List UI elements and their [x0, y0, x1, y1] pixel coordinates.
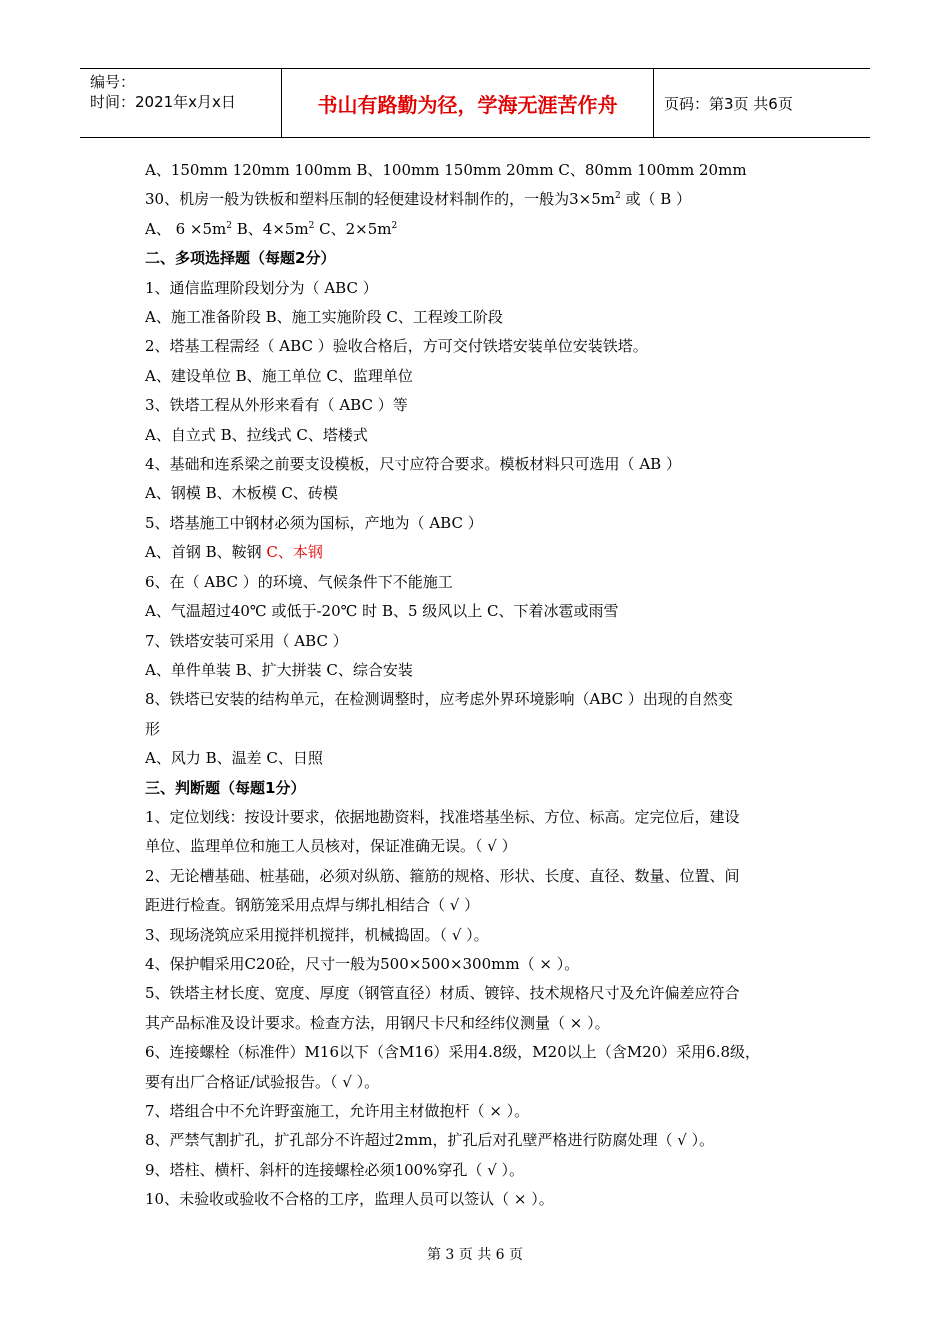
line-text: A、首钢 B、鞍钢 — [145, 543, 267, 562]
text-line — [145, 715, 815, 744]
line-text: 6、在（ ABC ）的环境、气候条件下不能施工 — [145, 572, 453, 591]
line-text: 三、判断题（每题1分） — [145, 778, 306, 797]
superscript: 2 — [614, 191, 621, 202]
text-line — [145, 656, 815, 685]
line-text: 单位、监理单位和施工人员核对，保证准确无误。（ √ ） — [145, 837, 517, 856]
text-line — [145, 979, 815, 1008]
line-text: C、2×5m — [314, 219, 392, 238]
text-line — [145, 332, 815, 361]
text-line — [145, 509, 815, 538]
line-text: 2、塔基工程需经（ ABC ）验收合格后，方可交付铁塔安装单位安装铁塔。 — [145, 337, 648, 356]
text-line — [145, 362, 815, 391]
text-line — [145, 185, 815, 214]
line-text: A、建设单位 B、施工单位 C、监理单位 — [145, 366, 413, 385]
line-text: 9、塔柱、横杆、斜杆的连接螺栓必须100%穿孔（ √ ）。 — [145, 1160, 525, 1179]
line-text: 要有出厂合格证/试验报告。（ √ ）。 — [145, 1072, 380, 1091]
line-text: B、4×5m — [231, 219, 309, 238]
superscript: 2 — [226, 220, 232, 231]
header-page-info: 页码：第3页 共6页 — [664, 94, 793, 113]
line-text: 或（ B ） — [620, 190, 692, 209]
line-text: 二、多项选择题（每题2分） — [145, 249, 336, 268]
section-heading — [145, 244, 815, 273]
line-text: 4、保护帽采用C20砼，尺寸一般为500×500×300mm（ × ）。 — [145, 954, 580, 973]
line-text: 形 — [145, 719, 161, 738]
line-text: 3、现场浇筑应采用搅拌机搅拌，机械捣固。（ √ ）。 — [145, 925, 489, 944]
text-line — [145, 685, 815, 714]
line-text: 6、连接螺栓（标准件）M16以下（含M16）采用4.8级，M20以上（含M20）采用6.8级， — [145, 1043, 761, 1062]
text-line — [145, 597, 815, 626]
line-text: 1、通信监理阶段划分为（ ABC ） — [145, 278, 378, 297]
text-line — [145, 1038, 815, 1067]
line-text: A、150mm 120mm 100mm B、100mm 150mm 20mm C、80mm 100mm 20mm — [145, 161, 747, 179]
text-line — [145, 891, 815, 920]
text-line — [145, 391, 815, 420]
text-line — [145, 568, 815, 597]
date-label: 时间：2021年x月x日 — [90, 93, 236, 111]
text-line — [145, 1156, 815, 1185]
document-body — [145, 156, 815, 1215]
line-text: 8、铁塔已安装的结构单元，在检测调整时，应考虑外界环境影响（ABC ）出现的自然变 — [145, 690, 733, 709]
text-line — [145, 1126, 815, 1155]
header-motto: 书山有路勤为径，学海无涯苦作舟 — [282, 69, 654, 137]
text-line — [145, 921, 815, 950]
line-text: 距进行检查。钢筋笼采用点焊与绑扎相结合（ √ ） — [145, 896, 480, 915]
line-text: A、钢模 B、木板模 C、砖模 — [145, 484, 338, 503]
text-line — [145, 862, 815, 891]
text-line — [145, 303, 815, 332]
text-line — [145, 479, 815, 508]
line-text: 5、铁塔主材长度、宽度、厚度（钢管直径）材质、镀锌、技术规格尺寸及允许偏差应符合 — [145, 984, 740, 1003]
line-text: A、单件单装 B、扩大拼装 C、综合安装 — [145, 660, 413, 679]
line-text: A、风力 B、温差 C、日照 — [145, 749, 323, 768]
line-text: 7、铁塔安装可采用（ ABC ） — [145, 631, 348, 650]
line-text: A、 6 ×5m — [145, 219, 227, 238]
text-line — [145, 1097, 815, 1126]
page-header — [80, 68, 870, 138]
line-text: A、气温超过40℃ 或低于-20℃ 时 B、5 级风以上 C、下着冰雹或雨雪 — [145, 602, 619, 621]
text-line — [145, 156, 815, 185]
text-line — [145, 450, 815, 479]
text-line — [145, 950, 815, 979]
number-label: 编号： — [90, 73, 136, 91]
superscript: 2 — [391, 220, 398, 231]
text-line — [145, 1185, 815, 1214]
line-text: 8、严禁气割扩孔，扩孔部分不许超过2mm，扩孔后对孔壁严格进行防腐处理（ √ ）。 — [145, 1131, 715, 1150]
text-line — [145, 744, 815, 773]
line-text: A、自立式 B、拉线式 C、塔楼式 — [145, 425, 368, 444]
text-line — [145, 421, 815, 450]
line-text: A、施工准备阶段 B、施工实施阶段 C、工程竣工阶段 — [145, 308, 503, 327]
text-line — [145, 803, 815, 832]
text-line — [145, 832, 815, 861]
line-text: 7、塔组合中不允许野蛮施工，允许用主材做抱杆（ × ）。 — [145, 1102, 530, 1120]
text-line — [145, 627, 815, 656]
line-text: 1、定位划线：按设计要求，依据地勘资料，找准塔基坐标、方位、标高。定完位后，建设 — [145, 807, 740, 826]
page-footer: 第 3 页 共 6 页 — [426, 1247, 524, 1263]
text-line — [145, 274, 815, 303]
highlighted-text: C、本钢 — [266, 543, 323, 562]
line-text: 其产品标准及设计要求。检查方法，用钢尺卡尺和经纬仪测量（ × ）。 — [145, 1013, 610, 1032]
line-text: 5、塔基施工中钢材必须为国标，产地为（ ABC ） — [145, 513, 483, 532]
section-heading — [145, 774, 815, 803]
text-line — [145, 1068, 815, 1097]
text-line — [145, 1009, 815, 1038]
text-line — [145, 215, 815, 244]
line-text: 10、未验收或验收不合格的工序，监理人员可以签认（ × ）。 — [145, 1190, 554, 1209]
header-meta — [80, 69, 282, 137]
text-line — [145, 538, 815, 567]
line-text: 3、铁塔工程从外形来看有（ ABC ）等 — [145, 396, 408, 415]
line-text: 2、无论槽基础、桩基础，必须对纵筋、箍筋的规格、形状、长度、直径、数量、位置、间 — [145, 866, 740, 885]
line-text: 30、机房一般为铁板和塑料压制的轻便建设材料制作的，一般为3×5m — [145, 190, 615, 209]
line-text: 4、基础和连系梁之前要支设模板，尺寸应符合要求。模板材料只可选用（ AB ） — [145, 455, 681, 474]
superscript: 2 — [308, 220, 315, 231]
